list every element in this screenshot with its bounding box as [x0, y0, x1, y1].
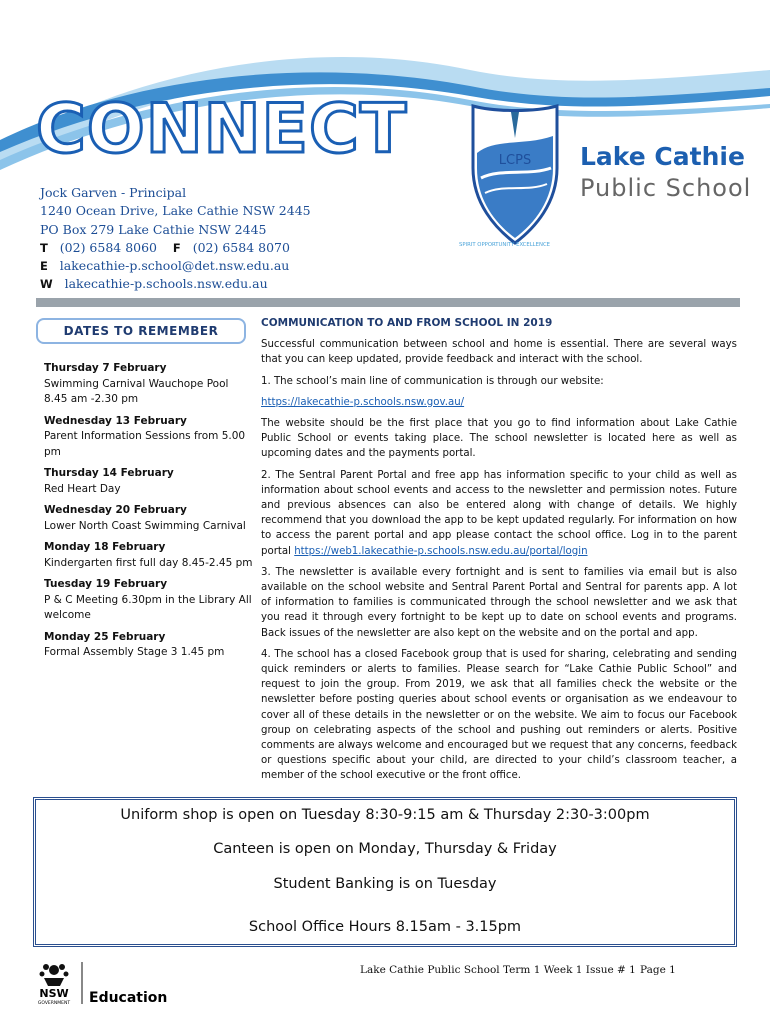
date-label: Tuesday 19 February	[44, 578, 168, 590]
school-hours-box	[33, 797, 737, 947]
article-point-4: 4. The school has a closed Facebook group that is used for sharing, celebrating and sending quick reminders or alerts to families. Please search for “Lake Cathie Public School” and request to join the group. From 2019, we ask that all families check the website or the newsletter before posting queries about school events or organisation as we endeavour to cover all of these details in the newsletter or on the website. We aim to focus our Facebook group on celebrating aspects of the school and pushing out reminders or alerts. Positive comments are always welcome and encouraged but we request that any concerns, feedback or questions specific about your child, are directed to your child’s classroom teacher, a member of the school executive or the front office.	[261, 648, 737, 782]
crest-text: LCPS	[498, 153, 532, 168]
phone-number: (02) 6584 8060	[59, 239, 158, 255]
date-item	[44, 466, 254, 497]
date-label: Monday 25 February	[44, 630, 166, 643]
street-address: 1240 Ocean Drive, Lake Cathie NSW 2445	[40, 203, 311, 219]
date-event: Parent Information Sessions from 5.00 pm	[44, 430, 246, 458]
communication-article	[261, 316, 737, 790]
school-name-line2: Public School	[580, 174, 752, 202]
date-event: Formal Assembly Stage 3 1.45 pm	[44, 646, 225, 658]
web-line	[40, 275, 311, 293]
dates-heading: DATES TO REMEMBER	[36, 318, 246, 344]
date-label: Thursday 14 February	[44, 467, 174, 479]
logo-education: Education	[89, 990, 168, 1006]
date-label: Monday 18 February	[44, 541, 166, 553]
principal-name: Jock Garven - Principal	[40, 185, 187, 200]
logo-government: GOVERNMENT	[37, 1001, 71, 1006]
date-label: Thursday 7 February	[44, 362, 167, 374]
footer-page-number: Page 1	[640, 964, 676, 976]
article-point-2	[261, 468, 737, 559]
email-line	[40, 257, 311, 275]
date-item	[44, 577, 254, 624]
date-item	[44, 414, 254, 461]
logo-nsw: NSW	[39, 987, 69, 1000]
date-item	[44, 540, 254, 571]
article-heading: COMMUNICATION TO AND FROM SCHOOL IN 2019	[261, 317, 553, 329]
school-name-line1: Lake Cathie	[580, 142, 745, 171]
article-point-3: 3. The newsletter is available every fortnight and is sent to families via email but is also available on the school website and Sentral Parent Portal and Sentral for parents app. A lot of information to families is communicated through the school newsletter and we ask that you read it through every fortnight to be kept up to date on school events and programs. Back issues of the newsletter are also kept on the website and on the portal and app.	[261, 566, 737, 639]
date-label: Wednesday 20 February	[44, 504, 187, 516]
website-link[interactable]: https://lakecathie-p.schools.nsw.gov.au/	[261, 396, 465, 408]
waratah-icon	[40, 964, 69, 986]
fax-number: (02) 6584 8070	[192, 239, 290, 255]
newsletter-title: CONNECT	[36, 90, 408, 169]
phone-label: T	[40, 240, 48, 255]
date-item	[44, 361, 254, 408]
date-event: Swimming Carnival Wauchope Pool 8.45 am -2.30 pm	[44, 377, 229, 405]
school-crest-icon	[455, 98, 575, 258]
date-event: P & C Meeting 6.30pm in the Library All welcome	[44, 593, 252, 621]
dates-list	[44, 361, 254, 667]
po-box: PO Box 279 Lake Cathie NSW 2445	[40, 221, 267, 237]
email-label: E	[40, 259, 48, 274]
dates-sidebar	[36, 315, 252, 725]
footer-issue-text: Lake Cathie Public School Term 1 Week 1 Issue # 1	[360, 964, 636, 976]
date-event: Kindergarten first full day 8.45-2.45 pm	[44, 556, 253, 569]
uniform-shop-line: Uniform shop is open on Tuesday 8:30-9:15 am & Thursday 2:30-3:00pm	[120, 807, 650, 823]
article-intro: Successful communication between school and home is essential. There are several ways that you can keep updated, provide feedback and interact with the school.	[261, 339, 737, 366]
web-link[interactable]: lakecathie-p.schools.nsw.edu.au	[64, 276, 268, 292]
canteen-line: Canteen is open on Monday, Thursday & Friday	[213, 841, 557, 857]
phone-fax-line	[40, 239, 311, 257]
nsw-education-logo	[34, 958, 174, 1008]
office-hours-line: School Office Hours 8.15am - 3.15pm	[248, 919, 522, 935]
parent-portal-link[interactable]: https://web1.lakecathie-p.schools.nsw.edu.au/portal/login	[294, 545, 588, 557]
date-event: Red Heart Day	[44, 482, 121, 495]
email-link[interactable]: lakecathie-p.school@det.nsw.edu.au	[59, 258, 290, 274]
article-point-1b: The website should be the first place that you go to find information about Lake Cathie Public School or events taking place. The school newsletter is located here as well as upcoming dates and the payments portal.	[261, 418, 737, 460]
banking-line: Student Banking is on Tuesday	[273, 876, 497, 892]
header-divider	[36, 298, 740, 307]
date-item	[44, 630, 254, 661]
fax-label: F	[172, 240, 181, 255]
article-point-2-text: 2. The Sentral Parent Portal and free app has information specific to your child as well as information about school events and access to the newsletter and permission notes. Future and previous absences can also be entered along with change of details. We highly recommend that you download the app to be kept updated regularly. For information on how to access the parent portal and app please contact the school office. Log in to the parent portal	[261, 469, 737, 557]
date-label: Wednesday 13 February	[44, 414, 187, 427]
date-event: Lower North Coast Swimming Carnival	[44, 519, 246, 532]
article-point-1: 1. The school’s main line of communication is through our website:	[261, 375, 604, 387]
contact-block	[40, 184, 311, 294]
web-label: W	[40, 277, 53, 292]
crest-motto: SPIRIT OPPORTUNITY EXCELLENCE	[459, 242, 550, 248]
date-item	[44, 503, 254, 534]
